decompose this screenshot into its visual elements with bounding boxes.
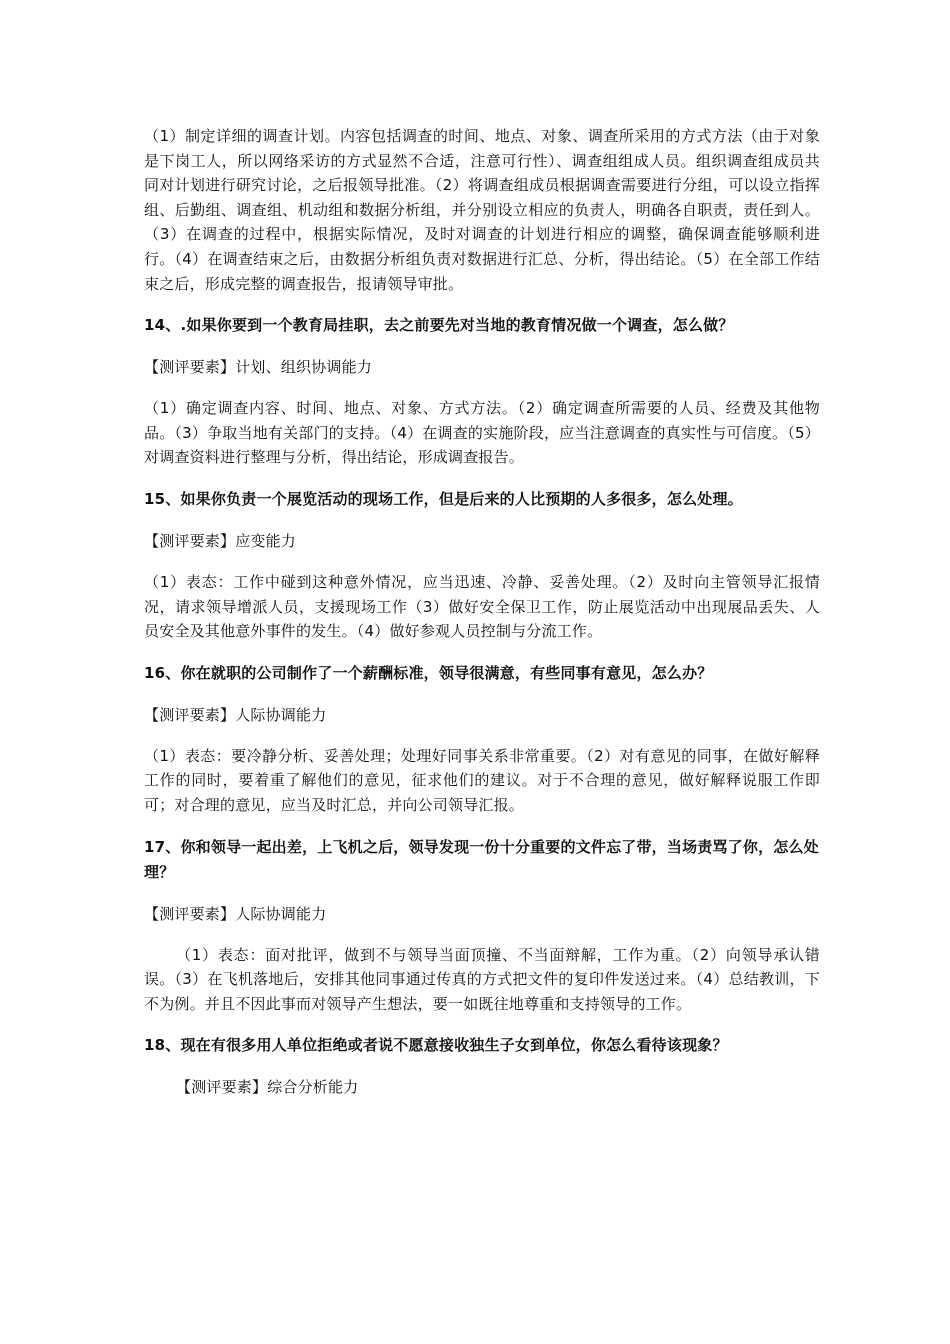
question-14-heading: 14、.如果你要到一个教育局挂职，去之前要先对当地的教育情况做一个调查，怎么做？ [144,316,734,335]
question-17-heading: 17、你和领导一起出差，上飞机之后，领导发现一份十分重要的文件忘了带，当场责骂了你，怎么处理？ [144,837,819,881]
question-16-answer: （1）表态：要冷静分析、妥善处理；处理好同事关系非常重要。（2）对有意见的同事，在做好解释工作的同时，要着重了解他们的意见，征求他们的建议。对于不合理的意见，做好解释说服工作即可；对合理的意见，应当及时汇总，并向公司领导汇报。 [144,746,820,814]
question-18-factor: 【测评要素】综合分析能力 [176,1078,359,1097]
question-14-factor: 【测评要素】计划、组织协调能力 [144,358,373,377]
question-18-heading: 18、现在有很多用人单位拒绝或者说不愿意接收独生子女到单位，你怎么看待该现象？ [144,1036,728,1055]
question-14-answer: （1）确定调查内容、时间、地点、对象、方式方法。（2）确定调查所需要的人员、经费及其他物品。（3）争取当地有关部门的支持。（4）在调查的实施阶段，应当注意调查的真实性与可信度。（5）对调查资料进行整理与分析，得出结论，形成调查报告。 [144,399,820,467]
question-17-answer: （1）表态：面对批评，做到不与领导当面顶撞、不当面辩解，工作为重。（2）向领导承认错误。（3）在飞机落地后，安排其他同事通过传真的方式把文件的复印件发送过来。（4）总结教训，下不为例。并且不因此事而对领导产生想法，要一如既往地尊重和支持领导的工作。 [144,945,820,1013]
question-15-answer: （1）表态：工作中碰到这种意外情况，应当迅速、冷静、妥善处理。（2）及时向主管领导汇报情况，请求领导增派人员，支援现场工作（3）做好安全保卫工作，防止展览活动中出现展品丢失、人员安全及其他意外事件的发生。（4）做好参观人员控制与分流工作。 [144,572,820,641]
question-16-factor: 【测评要素】人际协调能力 [144,705,327,724]
question-16-heading: 16、你在就职的公司制作了一个薪酬标准，领导很满意，有些同事有意见，怎么办？ [144,663,713,682]
document-page [144,124,820,1116]
intro-paragraph: （1）制定详细的调查计划。内容包括调查的时间、地点、对象、调查所采用的方式方法（由于对象是下岗工人，所以网络采访的方式显然不合适，注意可行性）、调查组组成人员。组织调查组成员共同对计划进行研究讨论，之后报领导批准。（2）将调查组成员根据调查需要进行分组，可以设立指挥组、后勤组、调查组、机动组和数据分析组，并分别设立相应的负责人，明确各自职责，责任到人。（3）在调查的过程中，根据实际情况，及时对调查的计划进行相应的调整，确保调查能够顺利进行。（4）在调查结束之后，由数据分析组负责对数据进行汇总、分析，得出结论。（5）在全部工作结束之后，形成完整的调查报告，报请领导审批。 [144,127,820,293]
question-15-heading: 15、如果你负责一个展览活动的现场工作，但是后来的人比预期的人多很多，怎么处理。 [144,489,743,508]
question-15-factor: 【测评要素】应变能力 [144,531,297,550]
question-17-factor: 【测评要素】人际协调能力 [144,904,327,923]
